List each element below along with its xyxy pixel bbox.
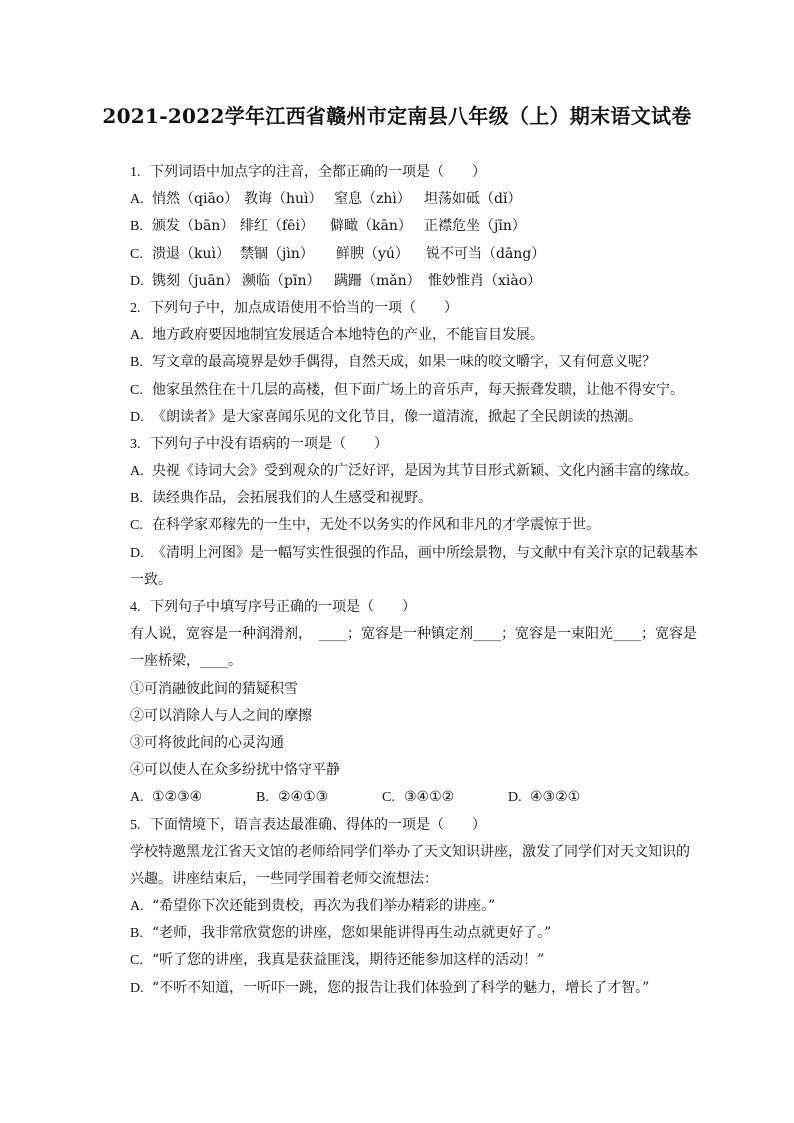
question-1-option-b xyxy=(130,213,696,240)
question-text: 下面情境下，语言表达最准确、得体的一项是（ ） xyxy=(150,816,486,833)
option-word: 教诲（huì） xyxy=(244,191,323,208)
option-text: 他家虽然住在十几层的高楼，但下面广场上的音乐声，每天振聋发聩，让他不得安宁。 xyxy=(152,381,684,398)
option-letter: D. xyxy=(130,409,144,425)
question-4-item xyxy=(130,730,696,757)
option-text: “听了您的讲座，我真是获益匪浅，期待还能参加这样的活动！” xyxy=(152,952,545,969)
page-title: 2021-2022学年江西省赣州市定南县八年级（上）期末语文试卷 xyxy=(102,104,692,128)
question-3-option-d xyxy=(130,540,696,567)
question-5-stem xyxy=(130,812,696,839)
question-number: 2. xyxy=(130,300,141,316)
question-1-option-a xyxy=(130,186,696,213)
option-letter: B. xyxy=(130,355,143,371)
option-word: 绯红（fēi） xyxy=(240,218,314,235)
option-text: 央视《诗词大会》受到观众的广泛好评，是因为其节目形式新颖、文化内涵丰富的缘故。 xyxy=(152,463,698,480)
question-2-option-a xyxy=(130,322,696,349)
question-3-stem xyxy=(130,431,696,458)
item-text: ②可以消除人与人之间的摩擦 xyxy=(130,707,312,724)
question-number: 1. xyxy=(130,165,141,180)
option-letter: A. xyxy=(130,464,144,480)
choice-text: ③④①② xyxy=(404,789,455,806)
option-text: 《朗读者》是大家喜闻乐见的文化节目，像一道清流，掀起了全民朗读的热潮。 xyxy=(152,408,642,425)
option-letter: C. xyxy=(130,246,143,262)
option-word: 惟妙惟肖（xiào） xyxy=(428,272,542,289)
choice-text: ④③②① xyxy=(530,789,581,806)
option-letter: C. xyxy=(382,790,395,806)
option-word: 鲜腴（yú） xyxy=(336,245,409,262)
option-letter: A. xyxy=(130,790,144,806)
option-letter: A. xyxy=(130,899,144,915)
item-text: ④可以使人在众多纷扰中恪守平静 xyxy=(130,762,340,779)
choice-c xyxy=(382,784,508,811)
option-word: 坦荡如砥（dǐ） xyxy=(424,191,522,208)
option-letter: B. xyxy=(130,926,143,942)
question-3-option-b xyxy=(130,485,696,512)
option-text: 写文章的最高境界是妙手偶得，自然天成，如果一味的咬文嚼字，又有何意义呢？ xyxy=(152,354,656,371)
option-letter: D. xyxy=(508,790,522,806)
context-text: 学校特邀黑龙江省天文馆的老师给同学们举办了天文知识讲座，激发了同学们对天文知识的 xyxy=(130,843,690,860)
option-text: “老师，我非常欣赏您的讲座，您如果能讲得再生动点就更好了。” xyxy=(152,925,552,942)
question-2-option-b xyxy=(130,349,696,376)
question-5-context-line xyxy=(130,839,696,866)
option-word: 正襟危坐（jīn） xyxy=(424,218,526,235)
question-4-item xyxy=(130,676,696,703)
option-letter: B. xyxy=(130,219,143,235)
option-word: 悄然（qiāo） xyxy=(152,191,239,208)
passage-text: 一座桥梁，____。 xyxy=(130,653,242,670)
context-text: 兴趣。讲座结束后，一些同学围着老师交流想法： xyxy=(130,870,438,887)
option-word: 禁锢（jìn） xyxy=(240,245,314,262)
question-2-option-c xyxy=(130,377,696,404)
item-text: ③可将彼此间的心灵沟通 xyxy=(130,734,284,751)
question-text: 下列词语中加点字的注音，全都正确的一项是（ ） xyxy=(150,164,486,180)
option-word: 溃退（kuì） xyxy=(152,245,230,262)
question-4-passage-line xyxy=(130,648,696,675)
option-word: 锐不可当（dāng） xyxy=(426,245,546,262)
exam-content xyxy=(130,159,696,1002)
question-4-item xyxy=(130,703,696,730)
question-3-option-d-continuation xyxy=(130,567,696,594)
option-text: “不听不知道，一听吓一跳，您的报告让我们体验到了科学的魅力，增长了才智。” xyxy=(152,979,650,996)
question-5-option-d xyxy=(130,975,696,1002)
option-letter: C. xyxy=(130,518,143,534)
choice-text: ①②③④ xyxy=(152,789,203,806)
option-word: 蹒跚（mǎn） xyxy=(334,272,421,289)
option-word: 濒临（pīn） xyxy=(242,272,321,289)
question-number: 3. xyxy=(130,436,141,452)
option-letter: B. xyxy=(256,790,269,806)
question-2-option-d xyxy=(130,404,696,431)
option-letter: D. xyxy=(130,545,144,561)
question-text: 下列句子中没有语病的一项是（ ） xyxy=(150,435,388,452)
option-letter: B. xyxy=(130,491,143,507)
option-letter: C. xyxy=(130,953,143,969)
option-letter: C. xyxy=(130,382,143,398)
question-number: 5. xyxy=(130,817,141,833)
option-text: 《清明上河图》是一幅写实性很强的作品，画中所绘景物，与文献中有关汴京的记载基本 xyxy=(152,544,698,561)
option-letter: D. xyxy=(130,273,144,289)
question-4-item xyxy=(130,757,696,784)
option-text: 地方政府要因地制宜发展适合本地特色的产业，不能盲目发展。 xyxy=(152,327,544,344)
option-word: 僻瞰（kān） xyxy=(330,218,412,235)
option-letter: A. xyxy=(130,328,144,344)
choice-d xyxy=(508,784,634,811)
option-letter: D. xyxy=(130,980,144,996)
question-1-option-d xyxy=(130,268,696,295)
question-text: 下列句子中，加点成语使用不恰当的一项（ ） xyxy=(150,299,458,316)
question-4-passage-line xyxy=(130,621,696,648)
question-5-context-line xyxy=(130,866,696,893)
question-1-stem xyxy=(130,159,696,186)
option-text-continuation: 一致。 xyxy=(130,571,172,588)
question-5-option-a xyxy=(130,893,696,920)
option-word: 窒息（zhì） xyxy=(334,191,411,208)
option-text: 在科学家邓稼先的一生中，无处不以务实的作风和非凡的才学震惊于世。 xyxy=(152,517,600,534)
item-text: ①可消融彼此间的猜疑积雪 xyxy=(130,680,298,697)
option-word: 镌刻（juān） xyxy=(152,272,239,289)
passage-text: 有人说，宽容是一种润滑剂， ____；宽容是一种镇定剂____；宽容是一束阳光____；宽容是 xyxy=(130,626,697,643)
question-3-option-c xyxy=(130,512,696,539)
choice-text: ②④①③ xyxy=(278,789,329,806)
question-5-option-c xyxy=(130,947,696,974)
choice-b xyxy=(256,784,382,811)
question-4-stem xyxy=(130,594,696,621)
option-word: 颁发（bān） xyxy=(152,218,235,235)
choice-a xyxy=(130,784,256,811)
question-3-option-a xyxy=(130,458,696,485)
question-text: 下列句子中填写序号正确的一项是（ ） xyxy=(150,599,416,615)
question-2-stem xyxy=(130,295,696,322)
option-text: 读经典作品，会拓展我们的人生感受和视野。 xyxy=(152,490,432,507)
question-5-option-b xyxy=(130,920,696,947)
question-1-option-c xyxy=(130,241,696,268)
question-number: 4. xyxy=(130,600,141,615)
option-letter: A. xyxy=(130,192,144,208)
question-4-choices xyxy=(130,784,696,811)
option-text: “希望你下次还能到贵校，再次为我们举办精彩的讲座。” xyxy=(152,898,496,915)
